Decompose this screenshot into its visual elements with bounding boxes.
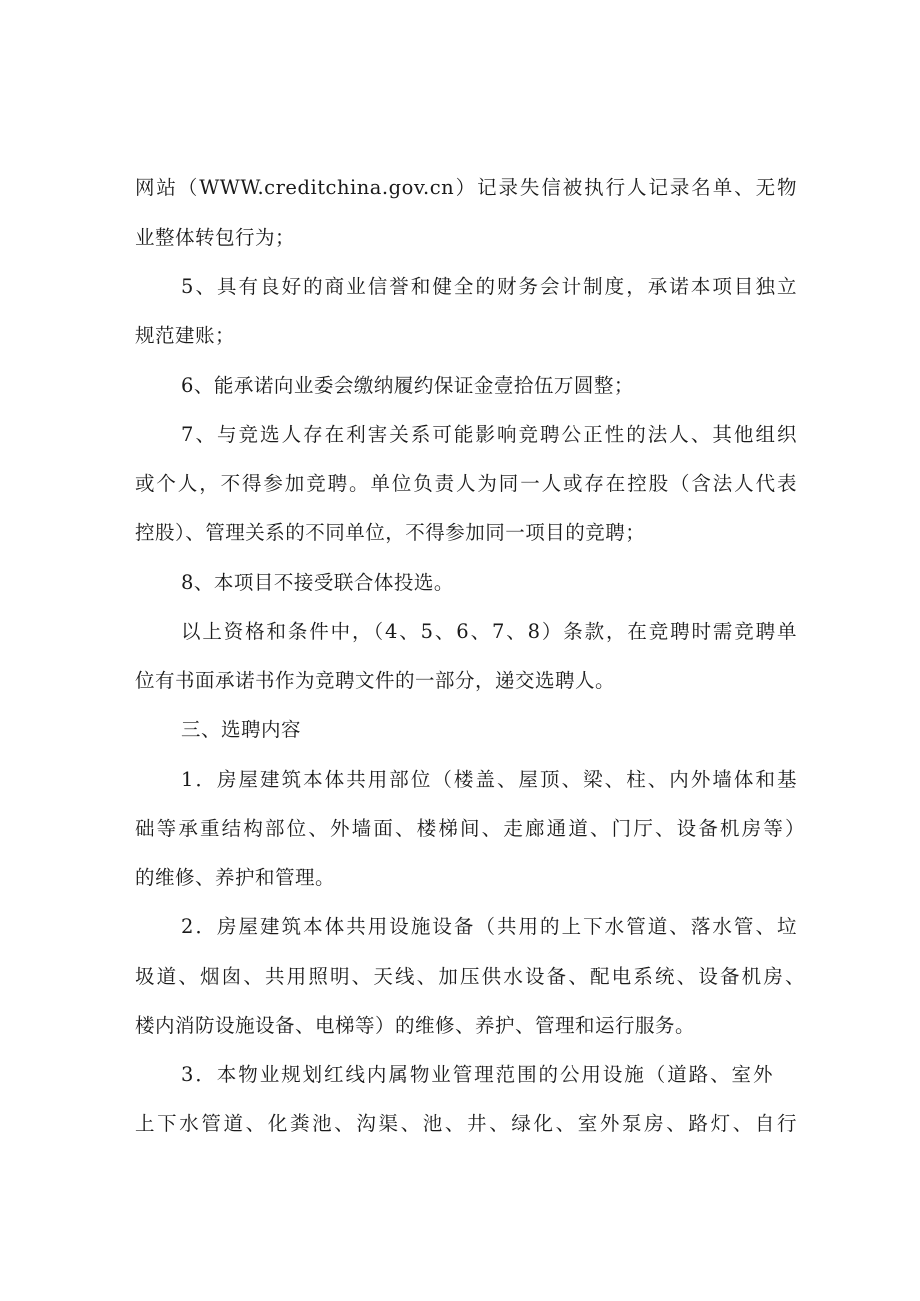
text-line: 以上资格和条件中，（4、5、6、7、8）条款，在竞聘时需竞聘单 xyxy=(181,620,797,643)
text-line: 或个人，不得参加竞聘。单位负责人为同一人或存在控股（含法人代表 xyxy=(135,472,797,495)
section-heading: 三、选聘内容 xyxy=(181,718,302,741)
text-line: 控股）、管理关系的不同单位，不得参加同一项目的竞聘； xyxy=(135,521,646,544)
text-line: 8、本项目不接受联合体投选。 xyxy=(181,571,454,594)
text-line: 6、能承诺向业委会缴纳履约保证金壹拾伍万圆整； xyxy=(181,374,634,397)
text-line: 1．房屋建筑本体共用部位（楼盖、屋顶、梁、柱、内外墙体和基 xyxy=(181,768,797,791)
text-line: 5、具有良好的商业信誉和健全的财务会计制度，承诺本项目独立 xyxy=(181,275,797,298)
text-line: 网站（WWW.creditchina.gov.cn）记录失信被执行人记录名单、无物 xyxy=(135,176,797,199)
text-line: 3．本物业规划红线内属物业管理范围的公用设施（道路、室外 xyxy=(181,1063,773,1086)
text-line: 业整体转包行为； xyxy=(135,226,296,249)
text-line: 础等承重结构部位、外墙面、楼梯间、走廊通道、门厅、设备机房等） xyxy=(135,817,805,840)
text-line: 2．房屋建筑本体共用设施设备（共用的上下水管道、落水管、垃 xyxy=(181,915,797,938)
text-line: 上下水管道、化粪池、沟渠、池、井、绿化、室外泵房、路灯、自行 xyxy=(135,1112,797,1135)
text-line: 的维修、养护和管理。 xyxy=(135,866,336,889)
text-line: 位有书面承诺书作为竞聘文件的一部分，递交选聘人。 xyxy=(135,669,616,692)
text-line: 7、与竞选人存在利害关系可能影响竞聘公正性的法人、其他组织 xyxy=(181,423,797,446)
text-line: 楼内消防设施设备、电梯等）的维修、养护、管理和运行服务。 xyxy=(135,1014,696,1037)
text-line: 圾道、烟囱、共用照明、天线、加压供水设备、配电系统、设备机房、 xyxy=(135,965,805,988)
text-line: 规范建账； xyxy=(135,324,236,347)
